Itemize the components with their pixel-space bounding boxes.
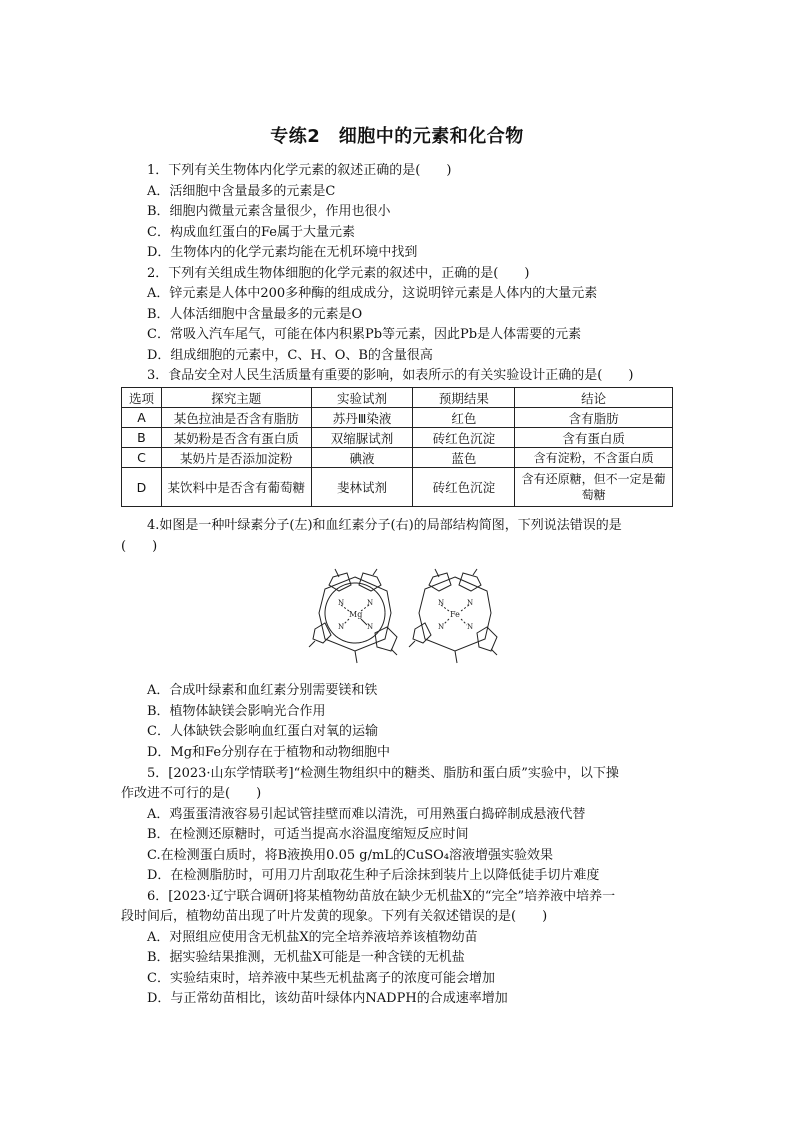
question-6-stem-continued: 段时间后，植物幼苗出现了叶片发黄的现象。下列有关叙述错误的是( ) (121, 909, 548, 924)
magnesium-label: Mg (349, 610, 363, 619)
table-cell: 苏丹Ⅲ染液 (311, 408, 413, 428)
nitrogen-label: N (467, 623, 474, 631)
question-4-option-c: C．人体缺铁会影响血红蛋白对氧的运输 (147, 724, 378, 739)
question-1-option-a: A．活细胞中含量最多的元素是C (147, 184, 336, 199)
porphyrin-structure-figure (305, 563, 505, 667)
question-3-stem: 3．食品安全对人民生活质量有重要的影响，如表所示的有关实验设计正确的是( ) (147, 368, 634, 383)
question-4-option-d: D．Mg和Fe分别存在于植物和动物细胞中 (147, 745, 391, 760)
question-2-stem: 2．下列有关组成生物体细胞的化学元素的叙述中，正确的是( ) (147, 266, 530, 281)
experiment-table (121, 387, 673, 507)
question-6-option-d: D．与正常幼苗相比，该幼苗叶绿体内NADPH的合成速率增加 (147, 991, 508, 1006)
question-6-option-a: A．对照组应使用含无机盐X的完全培养液培养该植物幼苗 (147, 930, 478, 945)
table-header-cell: 探究主题 (161, 388, 311, 408)
table-cell: 砖红色沉淀 (413, 468, 515, 507)
table-cell: 碘液 (311, 448, 413, 468)
table-header-cell: 预期结果 (413, 388, 515, 408)
table-cell: 砖红色沉淀 (413, 428, 515, 448)
table-cell: D (122, 468, 162, 507)
table-row (122, 448, 673, 468)
table-cell: 含有还原糖，但不一定是葡萄糖 (515, 468, 673, 507)
question-4-option-a: A．合成叶绿素和血红素分别需要镁和铁 (147, 683, 378, 698)
question-1-option-b: B．细胞内微量元素含量很少，作用也很小 (147, 204, 391, 219)
table-header-cell: 实验试剂 (311, 388, 413, 408)
table-row (122, 428, 673, 448)
table-cell: 含有淀粉，不含蛋白质 (515, 448, 673, 468)
table-cell: 某色拉油是否含有脂肪 (161, 408, 311, 428)
table-cell: 某奶粉是否含有蛋白质 (161, 428, 311, 448)
table-header-row (122, 388, 673, 408)
question-2-option-b: B．人体活细胞中含量最多的元素是O (147, 307, 363, 322)
question-5-stem: 5．[2023·山东学情联考]“检测生物组织中的糖类、脂肪和蛋白质”实验中，以下操 (147, 766, 619, 781)
nitrogen-label: N (338, 599, 345, 607)
table-cell: 某饮料中是否含有葡萄糖 (161, 468, 311, 507)
question-1-option-c: C．构成血红蛋白的Fe属于大量元素 (147, 225, 355, 240)
question-6-option-c: C．实验结束时，培养液中某些无机盐离子的浓度可能会增加 (147, 971, 495, 986)
nitrogen-label: N (367, 599, 374, 607)
iron-label: Fe (450, 610, 460, 619)
question-6-stem: 6．[2023·辽宁联合调研]将某植物幼苗放在缺少无机盐X的“完全”培养液中培养一 (147, 889, 616, 904)
table-cell: 斐林试剂 (311, 468, 413, 507)
table-cell: C (122, 448, 162, 468)
nitrogen-label: N (467, 599, 474, 607)
question-6-option-b: B．据实验结果推测，无机盐X可能是一种含镁的无机盐 (147, 950, 465, 965)
nitrogen-label: N (338, 623, 345, 631)
table-cell: B (122, 428, 162, 448)
table-header-cell: 结论 (515, 388, 673, 408)
nitrogen-label: N (367, 623, 374, 631)
page-title: 专练2 细胞中的元素和化合物 (270, 126, 524, 147)
table-cell: 含有蛋白质 (515, 428, 673, 448)
question-5-option-a: A．鸡蛋蛋清液容易引起试管挂壁而难以清洗，可用熟蛋白捣碎制成悬液代替 (147, 807, 586, 822)
question-1-option-d: D．生物体内的化学元素均能在无机环境中找到 (147, 245, 418, 260)
table-cell: 含有脂肪 (515, 408, 673, 428)
table-row (122, 408, 673, 428)
question-5-option-d: D．在检测脂肪时，可用刀片刮取花生种子后涂抹到装片上以降低徒手切片难度 (147, 868, 600, 883)
question-5-option-b: B．在检测还原糖时，可适当提高水浴温度缩短反应时间 (147, 827, 469, 842)
question-2-option-c: C．常吸入汽车尾气，可能在体内积累Pb等元素，因此Pb是人体需要的元素 (147, 327, 582, 342)
nitrogen-label: N (438, 623, 445, 631)
table-cell: 红色 (413, 408, 515, 428)
question-2-option-d: D．组成细胞的元素中，C、H、O、B的含量很高 (147, 348, 433, 363)
question-4-stem-continued: ( ) (121, 539, 158, 554)
table-cell: 蓝色 (413, 448, 515, 468)
question-5-option-c: C.在检测蛋白质时，将B液换用0.05 g/mL的CuSO₄溶液增强实验效果 (147, 848, 554, 863)
table-cell: A (122, 408, 162, 428)
table-row (122, 468, 673, 507)
table-cell: 双缩脲试剂 (311, 428, 413, 448)
question-5-stem-continued: 作改进不可行的是( ) (121, 786, 262, 801)
question-2-option-a: A．锌元素是人体中200多种酶的组成成分，这说明锌元素是人体内的大量元素 (147, 286, 598, 301)
question-4-stem: 4.如图是一种叶绿素分子(左)和血红素分子(右)的局部结构简图，下列说法错误的是 (147, 518, 622, 533)
table-cell: 某奶片是否添加淀粉 (161, 448, 311, 468)
nitrogen-label: N (438, 599, 445, 607)
question-4-option-b: B．植物体缺镁会影响光合作用 (147, 704, 326, 719)
question-1-stem: 1．下列有关生物体内化学元素的叙述正确的是( ) (147, 163, 452, 178)
table-header-cell: 选项 (122, 388, 162, 408)
